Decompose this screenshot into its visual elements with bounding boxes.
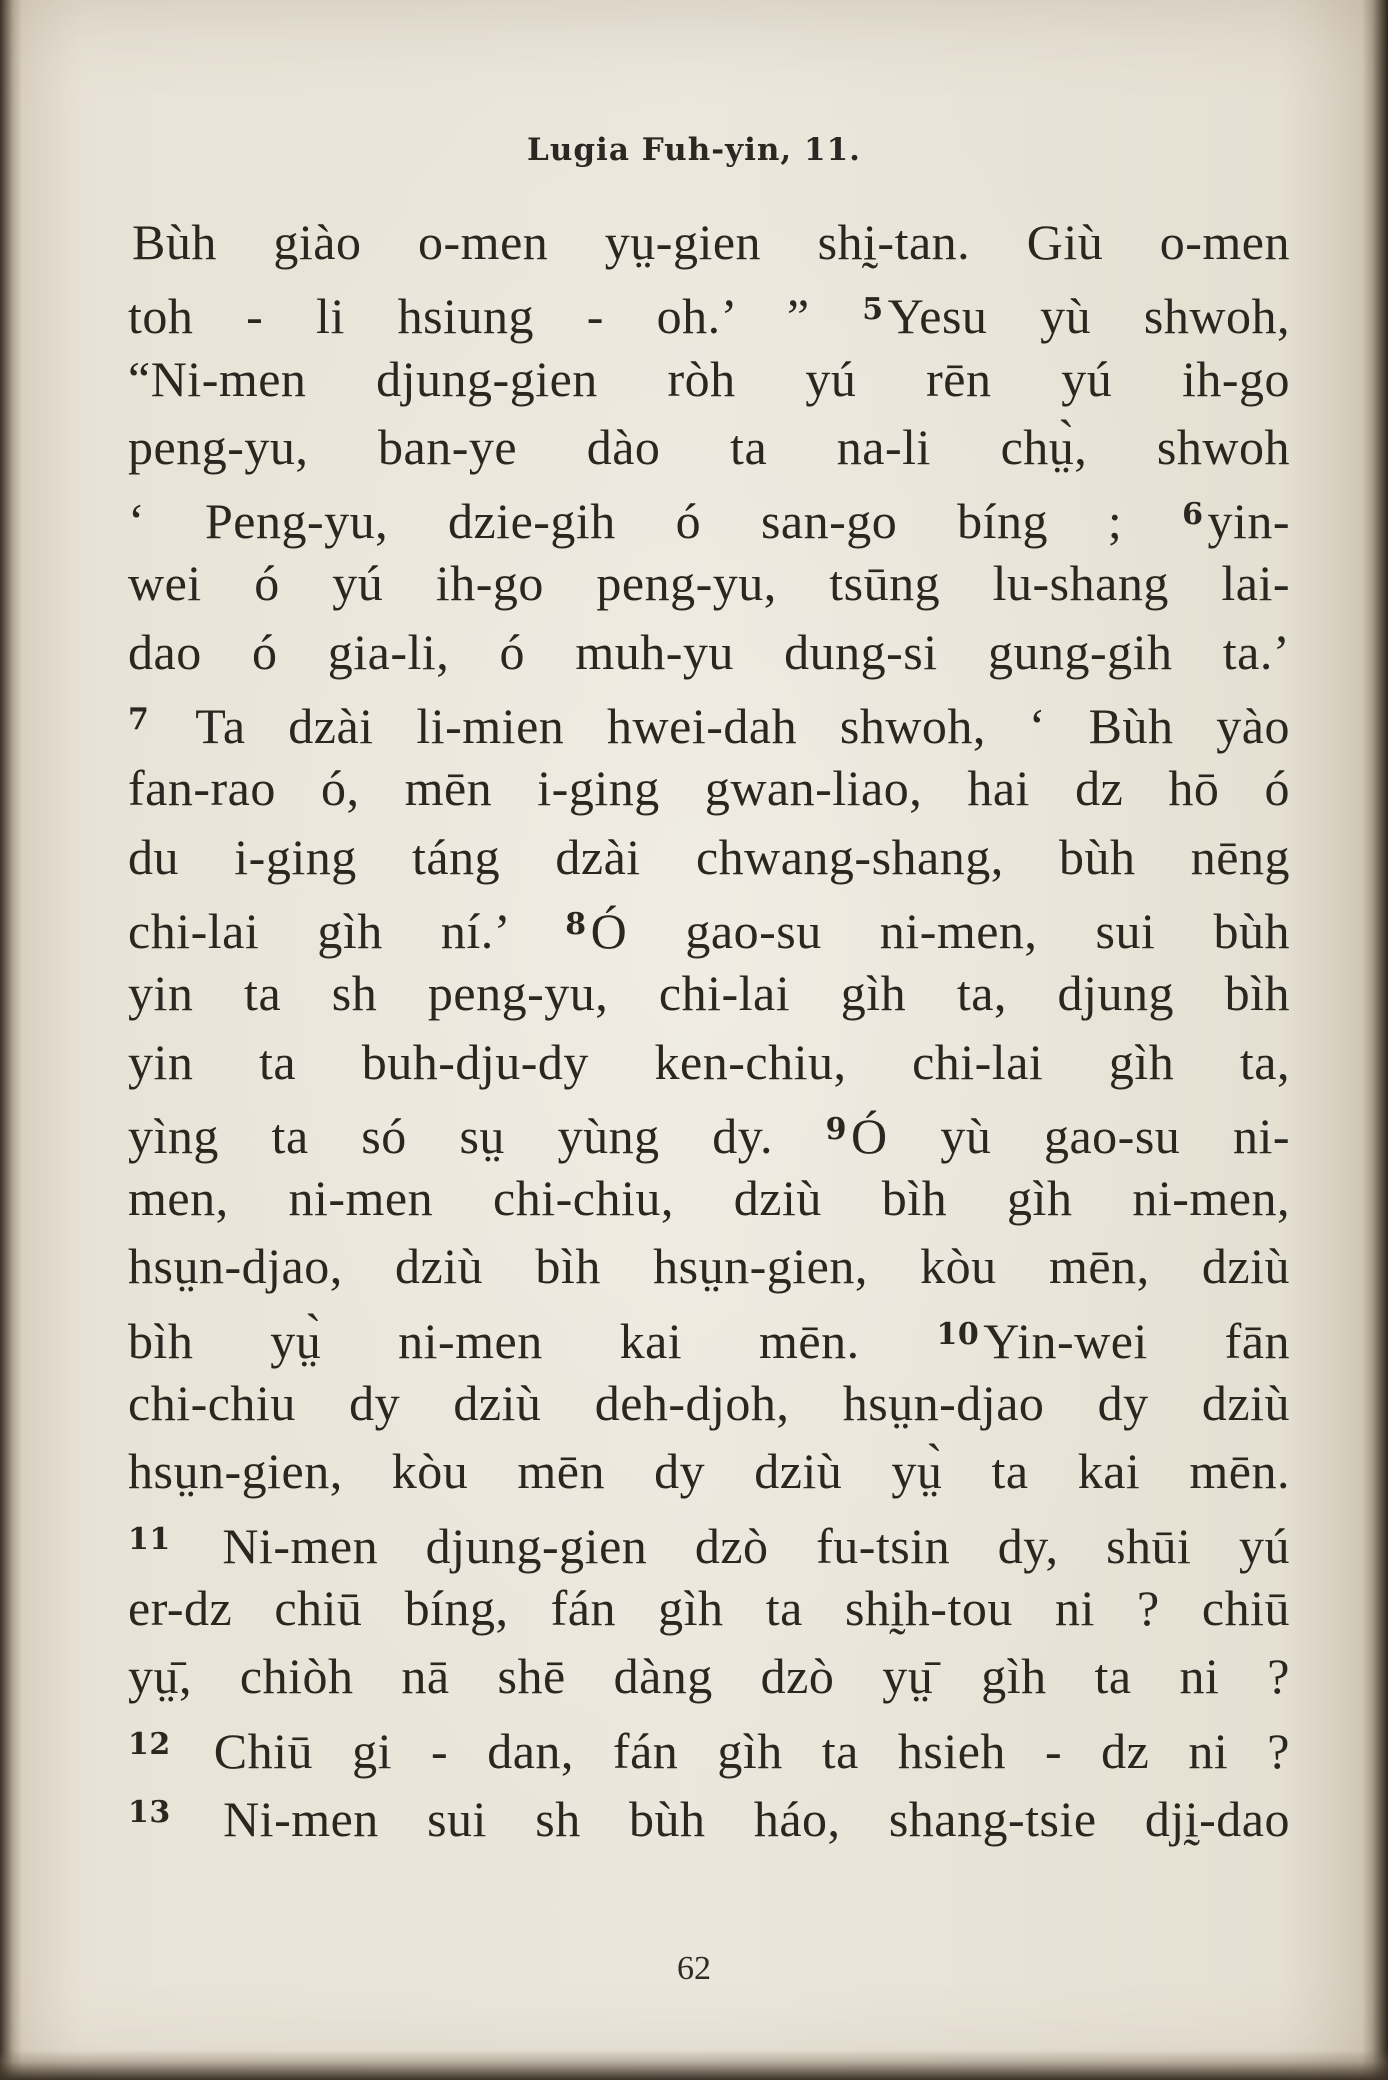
text-line: yin ta sh peng-yu, chi-lai gìh ta, djung bìh [128,965,1290,1022]
verse-number: 6 [1182,497,1204,533]
text-line: hsṳn-gien, kòu mēn dy dziù yṳ̀ ta kai mēn. [128,1443,1290,1500]
text-line: chi-chiu dy dziù deh-djoh, hsṳn-djao dy dziù [128,1375,1290,1432]
text-line: yìng ta só sṳ yùng dy. $^9$Ó yù gao-su ni- [128,1107,1291,1164]
text-line: $^{13}$ Ni-men sui sh bùh háo, shang-tsie djḭ-dao [128,1790,1290,1847]
page-number: 62 [677,1950,711,1987]
running-header: Lugia Fuh-yin, 11. [527,132,861,168]
text-line: toh - li hsiung - oh.’ ” $^5$Yesu yù shwoh, [128,288,1290,345]
verse-number: 11 [128,1521,171,1557]
text-line: men, ni-men chi-chiu, dziù bìh gìh ni-men, [128,1170,1290,1227]
text-line: fan-rao ó, mēn i-ging gwan-liao, hai dz hō ó [128,760,1290,817]
text-line: $^{11}$ Ni-men djung-gien dzò fu-tsin dy, shūi yú [128,1517,1290,1574]
page-edge-right [1362,0,1388,2080]
text-line: peng-yu, ban-ye dào ta na-li chṳ̀, shwoh [128,418,1290,475]
page-edge-bottom [0,2050,1388,2080]
text-line: Bùh giào o-men yṳ-gien shḭ-tan. Giù o-men [132,214,1290,270]
verse-number: 13 [128,1794,171,1830]
text-line: $^7$ Ta dzài li-mien hwei-dah shwoh, ‘ Bùh yào [128,698,1290,755]
text-line: chi-lai gìh ní.’ $^8$Ó gao-su ni-men, sui bùh [128,902,1291,959]
verse-number: 7 [128,702,150,738]
text-line: yin ta buh-dju-dy ken-chiu, chi-lai gìh ta, [128,1033,1290,1090]
verse-number: 8 [565,906,587,942]
verse-number: 10 [936,1316,980,1352]
text-line: yṳ̄, chiòh nā shē dàng dzò yṳ̄ gìh ta ni ? [128,1648,1290,1705]
text-line: er-dz chiū bíng, fán gìh ta shḭh-tou ni ? chiū [128,1579,1290,1636]
text-line: bìh yṳ̀ ni-men kai mēn. $^{10}$Yin-wei fān [128,1312,1290,1369]
verse-number: 12 [128,1726,171,1762]
text-line: hsṳn-djao, dziù bìh hsṳn-gien, kòu mēn, dziù [128,1238,1290,1295]
page-edge-left [0,0,22,2080]
verse-number: 9 [825,1111,848,1147]
text-line: wei ó yú ih-go peng-yu, tsūng lu-shang lai- [128,555,1290,612]
text-line: ‘ Peng-yu, dzie-gih ó san-go bíng ; $^6$yin- [128,493,1291,550]
verse-number: 5 [862,292,884,328]
text-line: dao ó gia-li, ó muh-yu dung-si gung-gih ta.’ [128,623,1290,680]
text-line: $^{12}$ Chiū gi - dan, fán gìh ta hsieh - dz ni ? [128,1722,1291,1779]
text-line: du i-ging táng dzài chwang-shang, bùh nēng [128,828,1290,885]
body-text [128,208,1290,1847]
text-line: “Ni-men djung-gien ròh yú rēn yú ih-go [128,350,1290,407]
